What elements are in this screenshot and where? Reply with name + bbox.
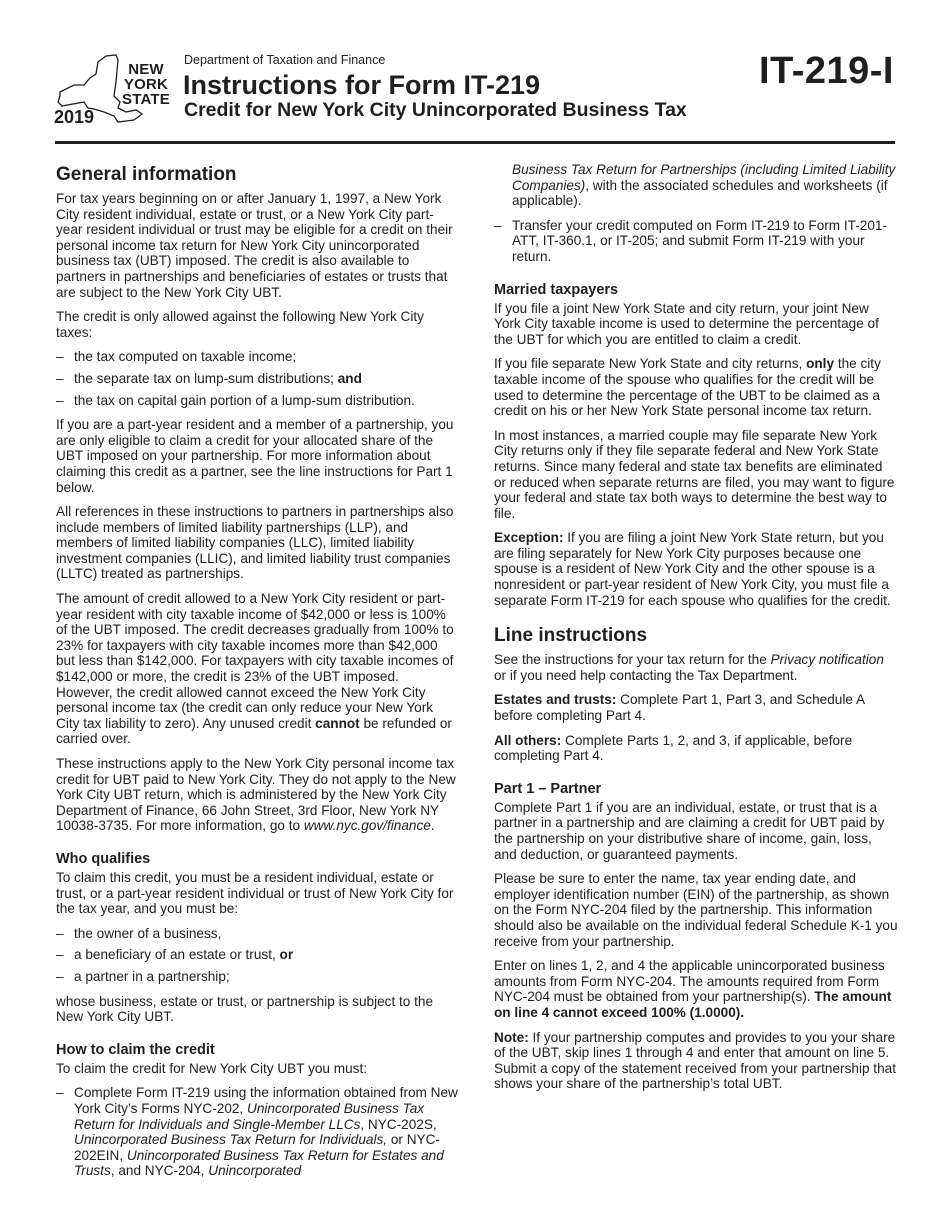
department-name: Department of Taxation and Finance: [184, 53, 386, 67]
general-p5: The amount of credit allowed to a New York City resident or part-year resident with city taxable income of $42,000 or less is 100% of the UBT imposed. The credit decreases gradually from 100% to 23% for taxpayers with city taxable incomes more than $42,000 but less than $142,000. For taxpayers with city taxable incomes of $142,000 or more, the credit is 23% of the UBT imposed. However, the credit allowed cannot exceed the New York City personal income tax (the credit can only reduce your New York City tax liability to zero). Any unused credit cannot be refunded or carried over.: [56, 591, 454, 747]
nyc-finance-link[interactable]: www.nyc.gov/finance: [303, 818, 431, 834]
logo-line-state: STATE: [122, 91, 170, 108]
who-qualifies-heading: Who qualifies: [56, 850, 151, 867]
page-header: [0, 0, 950, 146]
part1-p1: Complete Part 1 if you are an individual, estate, or trust that is a partner in a partnership and are claiming a credit for UBT paid by the partnership on your distributive share of income, gain, loss, and deduction, or guaranteed payments.: [494, 799, 885, 862]
claim-steps-list-continued: [494, 218, 898, 265]
nys-logo: [54, 52, 174, 128]
list-item: – the tax on capital gain portion of a lump-sum distribution.: [56, 393, 459, 409]
taxes-list: [56, 349, 459, 408]
claim-step-continued: Business Tax Return for Partnerships (including Limited Liability Companies), with the associated schedules and worksheets (if applicable).: [512, 162, 896, 209]
married-p1: If you file a joint New York State and city return, your joint New York City taxable income is used to determine the percentage of the UBT for which you are entitled to claim a credit.: [494, 300, 879, 347]
qualifier-list: [56, 926, 459, 985]
list-item: – the owner of a business,: [56, 926, 459, 942]
who-p1: To claim this credit, you must be a resident individual, estate or trust, or a part-year resident individual or trust of New York City for the tax year, and you must be:: [56, 869, 454, 917]
part1-p3: Enter on lines 1, 2, and 4 the applicable unincorporated business amounts from Form NYC-204. The amounts required from Form NYC-204 must be obtained from your partnership(s). The amount on line 4 cannot exceed 100% (1.0000).: [494, 958, 892, 1020]
list-item: – the separate tax on lump-sum distributions; and: [56, 371, 459, 387]
logo-line-new: NEW: [128, 61, 164, 78]
general-p2: The credit is only allowed against the following New York City taxes:: [56, 309, 424, 340]
header-divider: [55, 141, 895, 144]
general-p1: For tax years beginning on or after January 1, 1997, a New York City resident individual, estate or trust, or a New York City part-year resident individual or trust may be eligible for a credit on their personal income tax return for New York City unincorporated business tax (UBT) imposed. The credit is also available to partners in partnerships and beneficiaries of estates or trusts that are subject to the New York City UBT.: [56, 191, 453, 300]
list-item: – a beneficiary of an estate or trust, or: [56, 947, 459, 963]
logo-line-york: YORK: [123, 76, 169, 93]
part1-heading: Part 1 – Partner: [494, 780, 602, 797]
part1-note: Note: If your partnership computes and provides to you your share of the UBT, skip lines 1 through 4 and enter that amount on line 5. Submit a copy of the statement received from your partnership that shows your share of the partnership’s total UBT.: [494, 1029, 896, 1092]
left-column: [56, 164, 459, 1188]
married-taxpayers-heading: Married taxpayers: [494, 281, 619, 298]
list-item: – Transfer your credit computed on Form IT-219 to Form IT-201-ATT, IT-360.1, or IT-205; and submit Form IT-219 with your return.: [494, 218, 898, 265]
list-item: – the tax computed on taxable income;: [56, 349, 459, 365]
how-to-claim-heading: How to claim the credit: [56, 1041, 215, 1058]
general-p3: If you are a part-year resident and a member of a partnership, you are only eligible to claim a credit for your allocated share of the UBT imposed on your partnership. For more information about claiming this credit as a partner, see the line instructions for Part 1 below.: [56, 417, 454, 495]
general-information-heading: General information: [56, 164, 237, 185]
who-p2: whose business, estate or trust, or partnership is subject to the New York City UBT.: [56, 993, 434, 1025]
logo-text: [116, 62, 176, 107]
married-p2: If you file separate New York State and city returns, only the city taxable income of the spouse who qualifies for the credit will be used to determine the percentage of the UBT to be claimed as a credit on his or her New York State personal income tax return.: [494, 356, 881, 419]
page-subtitle: Credit for New York City Unincorporated Business Tax: [184, 99, 687, 121]
list-item: – a partner in a partnership;: [56, 969, 459, 985]
line-estates-trusts: Estates and trusts: Complete Part 1, Part 3, and Schedule A before completing Part 4.: [494, 692, 865, 724]
logo-year: 2019: [54, 107, 95, 127]
line-instructions-heading: Line instructions: [494, 625, 648, 647]
line-all-others: All others: Complete Parts 1, 2, and 3, if applicable, before completing Part 4.: [494, 732, 853, 764]
general-p4: All references in these instructions to partners in partnerships also include members of limited liability partnerships (LLP), and members of limited liability companies (LLC), limited liability investment companies (LLIC), and limited liability trust companies (LLTC) treated as partnerships.: [56, 504, 454, 582]
page-title: Instructions for Form IT-219: [183, 70, 541, 100]
married-exception: Exception: If you are filing a joint New York State return, but you are filing separately for New York City purposes because one spouse is a resident of New York City and the other spouse is a nonresident or part-year resident of New York City, you must file a separate Form IT-219 for each spouse who qualifies for the credit.: [494, 530, 891, 608]
line-p1: See the instructions for your tax return for the Privacy notification or if you need help contacting the Tax Department.: [494, 652, 884, 683]
general-p6: These instructions apply to the New York City personal income tax credit for UBT paid to New York City. They do not apply to the New York City UBT return, which is administered by the New York City Department of Finance, 66 John Street, 3rd Floor, New York NY 10038-3735. For more information, go to www.nyc.gov/finance.: [56, 756, 456, 834]
how-p1: To claim the credit for New York City UBT you must:: [56, 1060, 368, 1076]
claim-steps-list: [56, 1085, 459, 1179]
right-column: [494, 162, 898, 1101]
married-p3: In most instances, a married couple may file separate New York City returns only if they file separate federal and New York State returns. Since many federal and state tax benefits are eliminated or reduced when separate returns are filed, you may want to figure your federal and state tax both ways to determine the best way to file.: [494, 427, 895, 521]
form-number: IT-219-I: [759, 50, 894, 92]
list-item: – Complete Form IT-219 using the information obtained from New York City’s Forms NYC-202, Unincorporated Business Tax Return for Individuals and Single-Member LLCs, NYC-202S, Unincorporated Business Tax Return for Individuals, or NYC-202EIN, Unincorporated Business Tax Return for Estates and Trusts, and NYC-204, Unincorporated: [56, 1085, 459, 1179]
part1-p2: Please be sure to enter the name, tax year ending date, and employer identification number (EIN) of the partnership, as shown on the Form NYC-204 filed by the partnership. This information should also be available on the individual federal Schedule K-1 you receive from your partnership.: [494, 871, 898, 949]
